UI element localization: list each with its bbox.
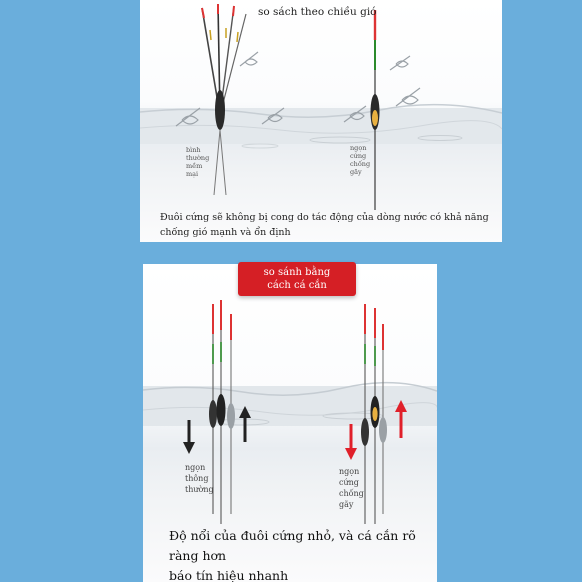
panel-title: so sách theo chiều gió: [258, 6, 377, 18]
caption-line: báo tín hiệu nhanh: [169, 568, 289, 582]
caption-line: chống gió mạnh và ổn định: [160, 227, 291, 238]
stiff-float: [371, 10, 380, 210]
top-caption: [160, 210, 489, 240]
label-line: bình: [186, 146, 201, 154]
label-line: gãy: [350, 168, 362, 176]
badge-line: so sánh bằng: [263, 267, 331, 278]
bite-comparison-panel: [143, 264, 437, 582]
label-line: mại: [186, 170, 199, 178]
soft-float-label: [186, 146, 209, 178]
label-line: ngọn: [350, 144, 367, 152]
wind-comparison-panel: [140, 0, 502, 242]
label-line: gãy: [339, 500, 354, 509]
wind-comparison-illustration: [140, 0, 502, 242]
water-surface: [140, 108, 502, 144]
comparison-badge: [238, 262, 356, 296]
label-line: thường: [185, 485, 214, 494]
caption-line: Đuôi cứng sẽ không bị cong do tác động của dòng nước có khả năng: [160, 212, 489, 223]
stiff-float-label: [339, 466, 364, 510]
caption-line: Độ nổi của đuôi cứng nhỏ, và cá cắn rõ ràng hơn: [169, 528, 416, 563]
label-line: mềm: [186, 162, 203, 170]
stiff-floats: [361, 304, 387, 524]
label-line: cứng: [350, 152, 367, 160]
label-line: chống: [339, 489, 364, 498]
label-line: thông: [185, 474, 209, 483]
label-line: chống: [350, 160, 371, 168]
label-line: thường: [186, 154, 210, 162]
label-line: ngọn: [339, 467, 360, 476]
badge-line: cách cá cắn: [267, 280, 327, 291]
label-line: ngọn: [185, 463, 206, 472]
arrow-down-icon: [345, 424, 357, 460]
stiff-float-label: [350, 144, 370, 176]
normal-float-label: [185, 462, 214, 495]
label-line: cứng: [339, 478, 359, 487]
bottom-caption: [169, 526, 437, 582]
